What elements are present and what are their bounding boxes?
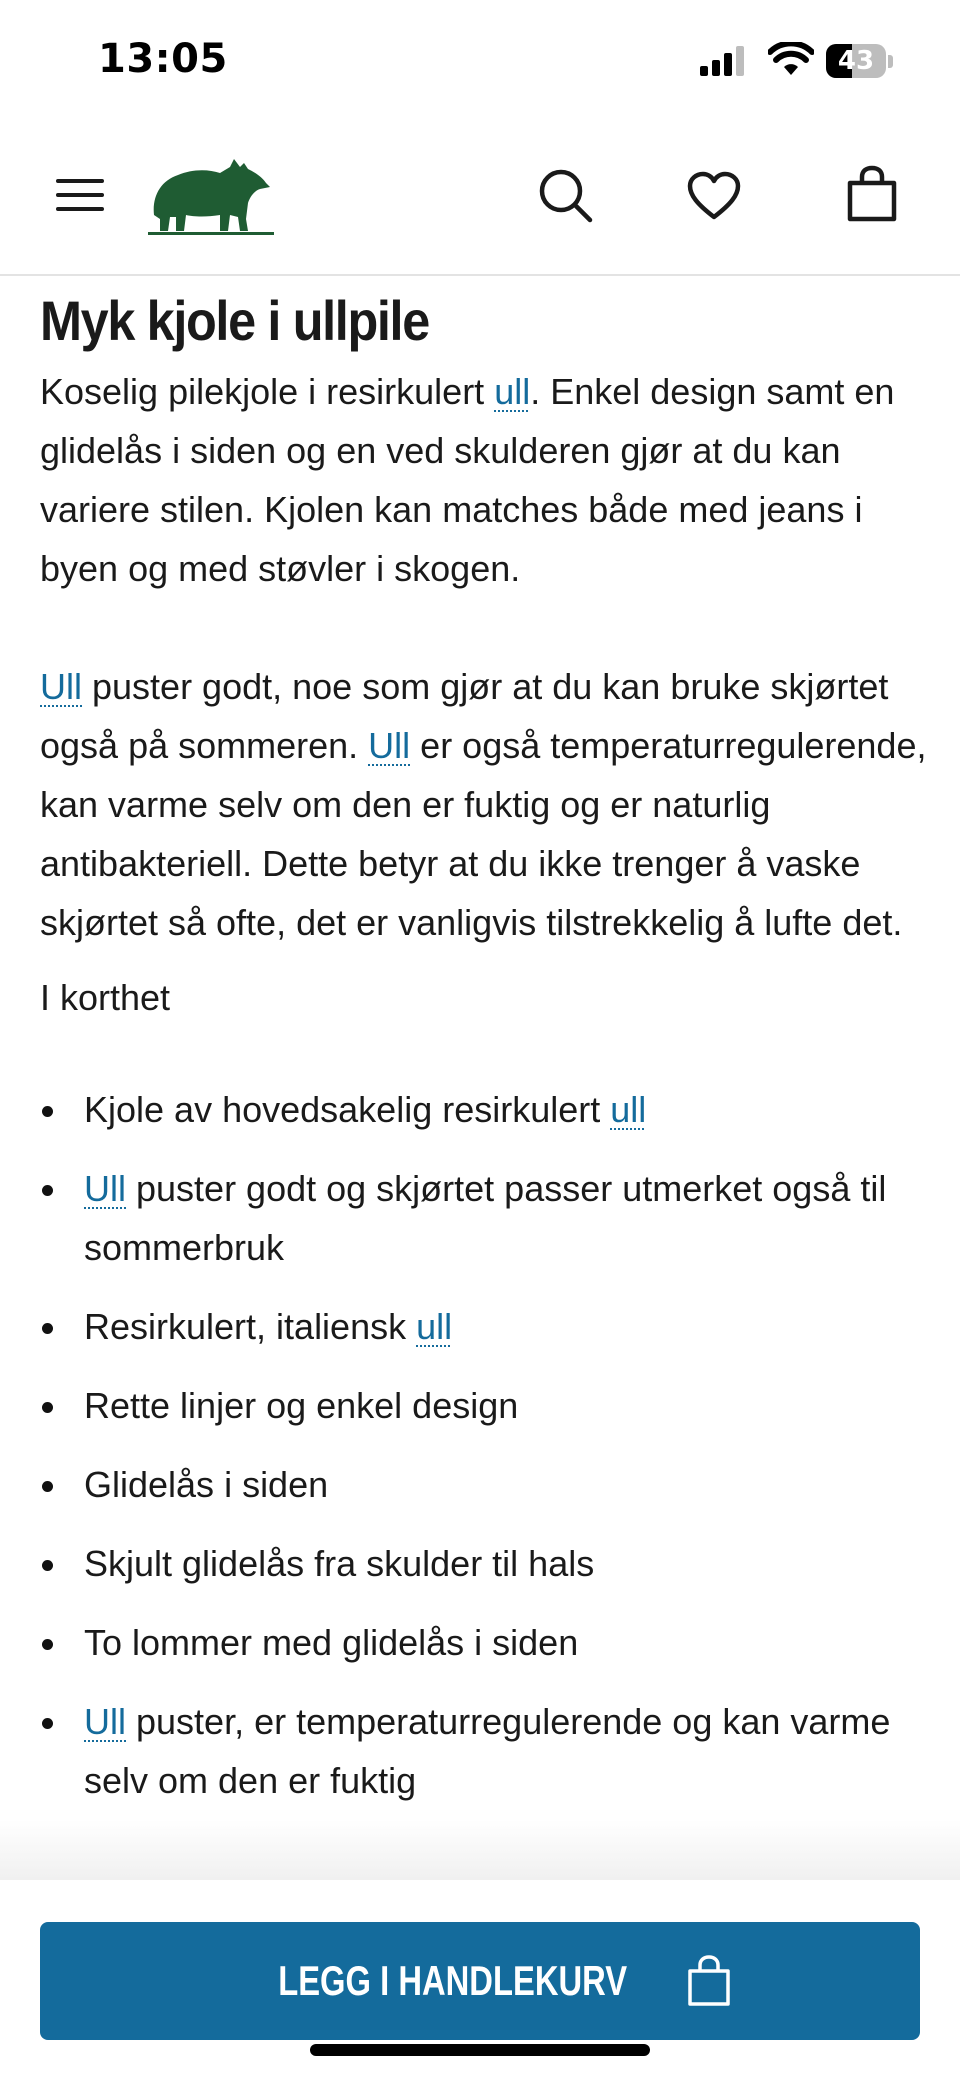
status-bar bbox=[0, 0, 960, 120]
home-indicator bbox=[310, 2044, 650, 2056]
description-paragraph: Koselig pilekjole i resirkulert ull. Enkel design samt en glidelås i siden og en ved skulderen gjør at du kan variere stilen. Kjolen kan matches både med jeans i byen og med støvler i skogen. bbox=[40, 371, 895, 589]
feature-list-item: To lommer med glidelås i siden bbox=[40, 1613, 930, 1672]
wishlist-button[interactable] bbox=[676, 158, 752, 234]
feature-list-item: Skjult glidelås fra skulder til hals bbox=[40, 1534, 930, 1593]
shopping-bag-icon bbox=[846, 165, 898, 223]
wool-glossary-link[interactable]: Ull bbox=[84, 1168, 126, 1209]
wool-glossary-link[interactable]: ull bbox=[610, 1089, 647, 1130]
battery-level: 43 bbox=[837, 46, 875, 76]
wool-glossary-link[interactable]: ull bbox=[416, 1306, 453, 1347]
shopping-bag-icon bbox=[687, 1955, 731, 2007]
scroll-fade bbox=[0, 1820, 960, 1880]
summary-heading: I korthet bbox=[40, 977, 171, 1018]
add-to-cart-label: LEGG I HANDLEKURV bbox=[278, 1957, 628, 2004]
feature-list-item: Kjole av hovedsakelig resirkulert ull bbox=[40, 1080, 930, 1139]
wool-glossary-link[interactable]: Ull bbox=[368, 725, 411, 766]
search-button[interactable] bbox=[528, 158, 604, 234]
description-paragraph: Ull puster godt, noe som gjør at du kan bruke skjørtet også på sommeren. Ull er også temperaturregulerende, kan varme selv om den er fuktig og er naturlig antibakteriell. Dette betyr at du ikke trenger å vaske skjørtet så ofte, det er vanligvis tilstrekkelig å lufte det. bbox=[40, 666, 927, 943]
add-to-cart-button[interactable] bbox=[40, 1922, 920, 2040]
menu-button[interactable] bbox=[40, 160, 120, 230]
feature-list-item: Ull puster godt og skjørtet passer utmerket også til sommerbruk bbox=[40, 1159, 930, 1277]
cellular-signal-icon bbox=[700, 46, 750, 76]
home-logo-link[interactable] bbox=[146, 148, 276, 248]
heart-icon bbox=[687, 171, 741, 221]
feature-list-item: Rette linjer og enkel design bbox=[40, 1376, 930, 1435]
feature-list-item: Glidelås i siden bbox=[40, 1455, 930, 1514]
feature-list bbox=[40, 1080, 930, 1810]
wool-glossary-link[interactable]: ull bbox=[494, 371, 531, 412]
status-time: 13:05 bbox=[98, 36, 228, 82]
wool-glossary-link[interactable]: Ull bbox=[40, 666, 82, 707]
product-description bbox=[40, 282, 930, 1830]
feature-list-item: Ull puster, er temperaturregulerende og kan varme selv om den er fuktig bbox=[40, 1692, 930, 1810]
wifi-icon bbox=[768, 42, 814, 78]
bear-logo-icon bbox=[148, 157, 274, 239]
hamburger-menu-icon bbox=[56, 177, 104, 213]
wool-glossary-link[interactable]: Ull bbox=[84, 1701, 126, 1742]
search-icon bbox=[538, 168, 594, 224]
cart-button[interactable] bbox=[834, 154, 910, 234]
battery-icon bbox=[826, 44, 894, 80]
product-title: Myk kjole i ullpile bbox=[40, 289, 429, 352]
site-header bbox=[0, 120, 960, 276]
feature-list-item: Resirkulert, italiensk ull bbox=[40, 1297, 930, 1356]
